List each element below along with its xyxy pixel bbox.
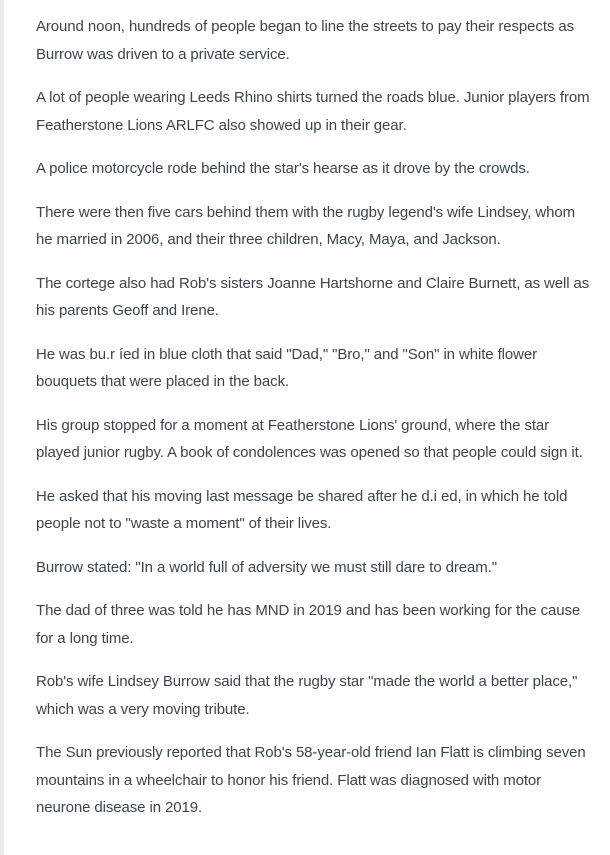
- article-paragraph: There were then five cars behind them with the rugby legend's wife Lindsey, whom he married in 2006, and their three children, Macy, Maya, and Jackson.: [36, 203, 576, 248]
- article-paragraph: Around noon, hundreds of people began to line the streets to pay their respects as Burrow was driven to a private service.: [36, 18, 574, 63]
- page-left-gutter: [0, 0, 4, 855]
- article-paragraph: The dad of three was told he has MND in 2019 and has been working for the cause for a long time.: [36, 602, 581, 647]
- article-paragraph: A lot of people wearing Leeds Rhino shirts turned the roads blue. Junior players from Featherstone Lions ARLFC also showed up in their gear.: [36, 89, 590, 134]
- article-paragraph: He asked that his moving last message be shared after he d.i ed, in which he told people not to "waste a moment" of their lives.: [36, 487, 568, 532]
- article-paragraph: He was bu.r íed in blue cloth that said "Dad," "Bro," and "Son" in white flower bouquets that were placed in the back.: [36, 345, 537, 390]
- article-paragraph: His group stopped for a moment at Featherstone Lions' ground, where the star played junior rugby. A book of condolences was opened so that people could sign it.: [36, 416, 583, 461]
- article-paragraph: Rob's wife Lindsey Burrow said that the rugby star "made the world a better place," which was a very moving tribute.: [36, 673, 578, 718]
- article-paragraph: Burrow stated: "In a world full of adversity we must still dare to dream.": [36, 558, 497, 576]
- article-paragraph: The cortege also had Rob's sisters Joanne Hartshorne and Claire Burnett, as well as his parents Geoff and Irene.: [36, 274, 590, 319]
- article-paragraph: The Sun previously reported that Rob's 58-year-old friend Ian Flatt is climbing seven mountains in a wheelchair to honor his friend. Flatt was diagnosed with motor neurone disease in 2019.: [36, 744, 586, 816]
- article-paragraph: A police motorcycle rode behind the star's hearse as it drove by the crowds.: [36, 160, 530, 177]
